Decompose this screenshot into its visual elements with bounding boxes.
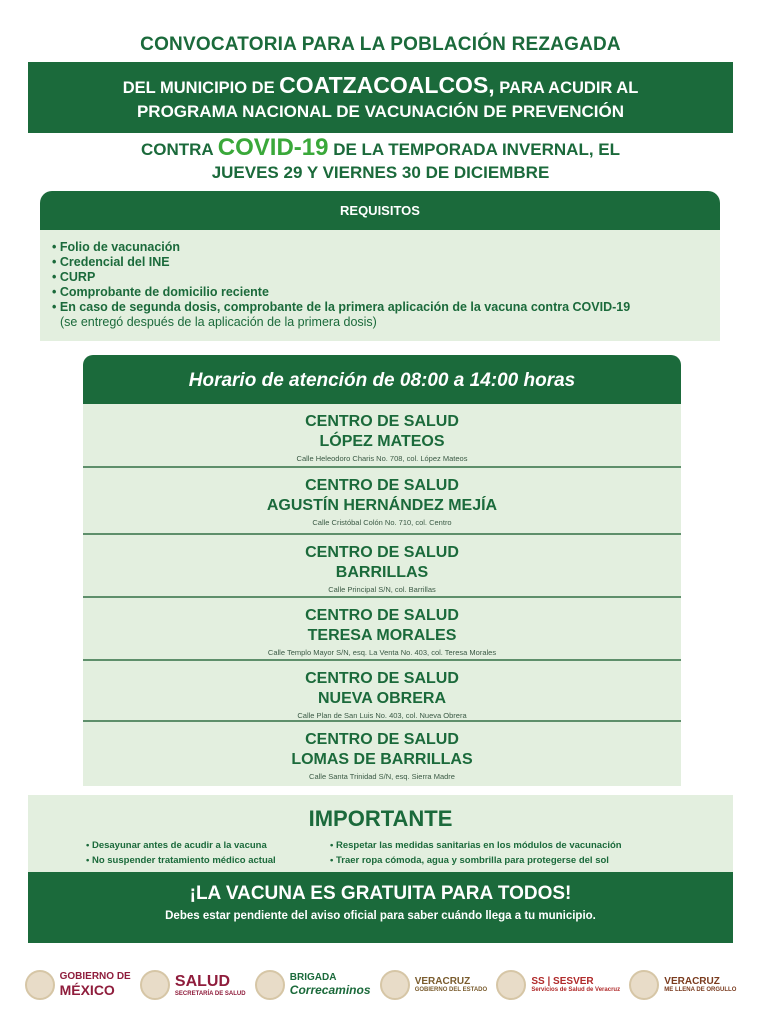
health-center-row bbox=[83, 404, 681, 468]
center-label: CENTRO DE SALUD bbox=[305, 477, 459, 494]
logo-text: SALUD bbox=[174, 972, 231, 990]
health-center-row bbox=[83, 661, 681, 722]
center-address: Calle Principal S/N, col. Barrillas bbox=[328, 585, 436, 594]
dates: JUEVES 29 Y VIERNES 30 DE DICIEMBRE bbox=[211, 163, 550, 182]
title-line-3: PROGRAMA NACIONAL DE VACUNACIÓN DE PREVENCIÓN bbox=[136, 102, 625, 121]
logo-subtext: GOBIERNO DEL ESTADO bbox=[414, 987, 488, 993]
free-vaccine-banner bbox=[28, 872, 733, 943]
center-address: Calle Heleodoro Charis No. 708, col. López Mateos bbox=[296, 454, 468, 463]
logo-text: GOBIERNO DE bbox=[59, 971, 131, 982]
important-title: IMPORTANTE bbox=[308, 806, 453, 831]
logo-bar bbox=[0, 962, 761, 1007]
list-item: • Traer ropa cómoda, agua y sombrilla para protegerse del sol bbox=[330, 853, 622, 868]
schedule-title: Horario de atención de 08:00 a 14:00 horas bbox=[83, 355, 681, 404]
municipality: COATZACOALCOS, bbox=[279, 72, 495, 98]
list-item: • Comprobante de domicilio reciente bbox=[52, 285, 708, 300]
health-center-row bbox=[83, 598, 681, 661]
requirements-box bbox=[40, 191, 720, 341]
seal-icon bbox=[380, 970, 410, 1000]
covid-highlight: COVID-19 bbox=[217, 134, 329, 161]
title-lower bbox=[0, 136, 761, 184]
requirements-list bbox=[40, 230, 720, 341]
title-text: DEL MUNICIPIO DE bbox=[122, 79, 280, 97]
seal-icon bbox=[140, 970, 170, 1000]
list-item: • Folio de vacunación bbox=[52, 240, 708, 255]
center-name: NUEVA OBRERA bbox=[317, 690, 446, 707]
logo-subtext: SECRETARÍA DE SALUD bbox=[174, 990, 246, 997]
logo-subtext: Correcaminos bbox=[289, 983, 371, 997]
logo-subtext: Servicios de Salud de Veracruz bbox=[531, 987, 621, 993]
title-line-1: CONVOCATORIA PARA LA POBLACIÓN REZAGADA bbox=[140, 34, 621, 55]
logo-subtext: ME LLENA DE ORGULLO bbox=[664, 987, 737, 993]
seal-icon bbox=[255, 970, 285, 1000]
logo-subtext: MÉXICO bbox=[59, 982, 115, 998]
logo-text: VERACRUZ bbox=[664, 976, 720, 987]
center-name: LOMAS DE BARRILLAS bbox=[291, 751, 473, 768]
health-center-row bbox=[83, 468, 681, 535]
seal-icon bbox=[25, 970, 55, 1000]
center-address: Calle Santa Trinidad S/N, esq. Sierra Madre bbox=[309, 772, 455, 781]
center-label: CENTRO DE SALUD bbox=[305, 670, 459, 687]
free-subtitle: Debes estar pendiente del aviso oficial para saber cuándo llega a tu municipio. bbox=[165, 910, 596, 922]
center-name: LÓPEZ MATEOS bbox=[319, 433, 445, 450]
center-address: Calle Cristóbal Colón No. 710, col. Centro bbox=[312, 518, 452, 527]
seal-icon bbox=[496, 970, 526, 1000]
requirements-title: REQUISITOS bbox=[40, 191, 720, 230]
center-address: Calle Templo Mayor S/N, esq. La Venta No. 403, col. Teresa Morales bbox=[267, 648, 497, 657]
logo bbox=[255, 970, 371, 1000]
list-item: • No suspender tratamiento médico actual bbox=[86, 853, 330, 868]
center-label: CENTRO DE SALUD bbox=[305, 731, 459, 748]
logo bbox=[380, 970, 487, 1000]
center-label: CENTRO DE SALUD bbox=[305, 413, 459, 430]
schedule-box bbox=[83, 355, 681, 786]
logo-text: VERACRUZ bbox=[414, 976, 471, 987]
seal-icon bbox=[629, 970, 659, 1000]
title-band bbox=[28, 62, 733, 133]
title-text: PARA ACUDIR AL bbox=[494, 79, 639, 97]
logo bbox=[629, 970, 736, 1000]
logo bbox=[140, 970, 246, 1000]
center-name: BARRILLAS bbox=[335, 564, 429, 581]
requirements-note: (se entregó después de la aplicación de la primera dosis) bbox=[60, 315, 377, 329]
list-item: • Desayunar antes de acudir a la vacuna bbox=[86, 838, 330, 853]
list-item: • Respetar las medidas sanitarias en los módulos de vacunación bbox=[330, 838, 622, 853]
health-center-row bbox=[83, 535, 681, 598]
center-name: AGUSTÍN HERNÁNDEZ MEJÍA bbox=[266, 497, 498, 514]
center-label: CENTRO DE SALUD bbox=[305, 607, 459, 624]
health-center-row bbox=[83, 722, 681, 786]
list-item: • CURP bbox=[52, 270, 708, 285]
list-item: • En caso de segunda dosis, comprobante de la primera aplicación de la vacuna contra COVID-19 bbox=[52, 300, 708, 315]
center-address: Calle Plan de San Luis No. 403, col. Nueva Obrera bbox=[297, 711, 467, 720]
logo bbox=[25, 970, 131, 1000]
logo bbox=[496, 970, 620, 1000]
center-name: TERESA MORALES bbox=[307, 627, 457, 644]
logo-text: BRIGADA bbox=[289, 972, 337, 983]
logo-text: SS | SESVER bbox=[531, 976, 594, 987]
free-title: ¡LA VACUNA ES GRATUITA PARA TODOS! bbox=[189, 883, 572, 904]
center-label: CENTRO DE SALUD bbox=[305, 544, 459, 561]
title-text: CONTRA bbox=[140, 140, 218, 159]
title-text: DE LA TEMPORADA INVERNAL, EL bbox=[328, 140, 621, 159]
important-box bbox=[28, 795, 733, 872]
list-item: • Credencial del INE bbox=[52, 255, 708, 270]
